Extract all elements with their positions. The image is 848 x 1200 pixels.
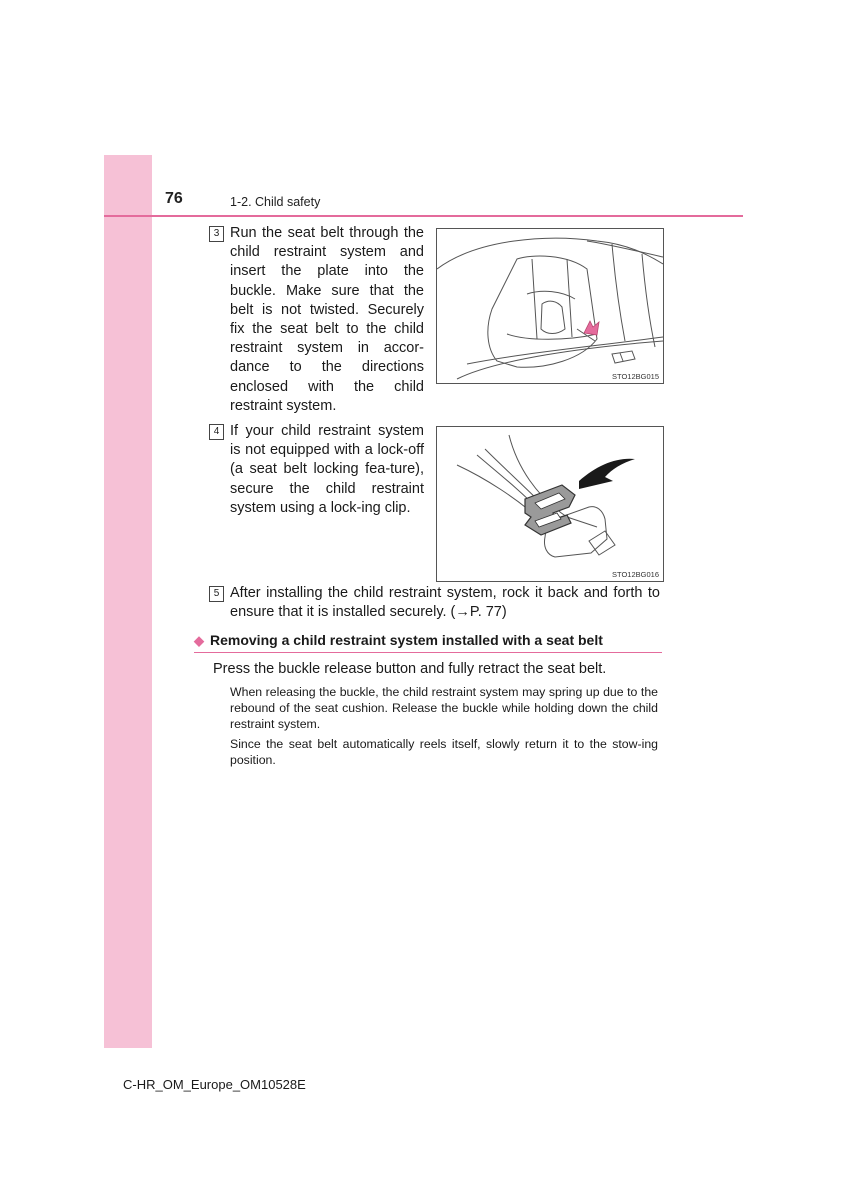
child-seat-installed-illustration [437, 229, 663, 383]
note-2: Since the seat belt automatically reels itself, slowly return it to the stow-ing position. [230, 737, 658, 767]
locking-clip-illustration [437, 427, 663, 581]
figure-code-1: STO12BG015 [612, 372, 659, 381]
diamond-bullet-icon: ◆ [194, 633, 204, 648]
header-divider [104, 215, 743, 217]
step-number-3: 3 [209, 226, 224, 242]
locking-clip-figure [436, 426, 664, 582]
chapter-sidebar-tab [104, 155, 152, 1048]
subsection-heading [194, 632, 603, 649]
subsection-body: Press the buckle release button and fully retract the seat belt. [213, 661, 607, 677]
step-3-text: Run the seat belt through the child restraint system and insert the plate into the buckle. Make sure that the belt is not twisted. Securely fix the seat belt to the child restraint system in accor-dance to the directions enclosed with the child restraint system. [230, 225, 424, 414]
subsection-title: Removing a child restraint system installed with a seat belt [210, 632, 603, 648]
step-number-4: 4 [209, 424, 224, 440]
note-1: When releasing the buckle, the child restraint system may spring up due to the rebound of the seat cushion. Release the buckle while holding down the child restraint system. [230, 685, 658, 731]
page-number: 76 [165, 190, 183, 207]
step-4-text: If your child restraint system is not equipped with a lock-off (a seat belt locking fea-ture), secure the child restraint system using a lock-ing clip. [230, 423, 424, 516]
section-title: 1-2. Child safety [230, 195, 321, 209]
step-5-text: After installing the child restraint system, rock it back and forth to ensure that it is installed securely. (→P. 77) [230, 585, 660, 621]
figure-code-2: STO12BG016 [612, 570, 659, 579]
step-number-5: 5 [209, 586, 224, 602]
subsection-divider [194, 652, 662, 653]
child-seat-installed-figure [436, 228, 664, 384]
document-code: C-HR_OM_Europe_OM10528E [123, 1077, 306, 1092]
